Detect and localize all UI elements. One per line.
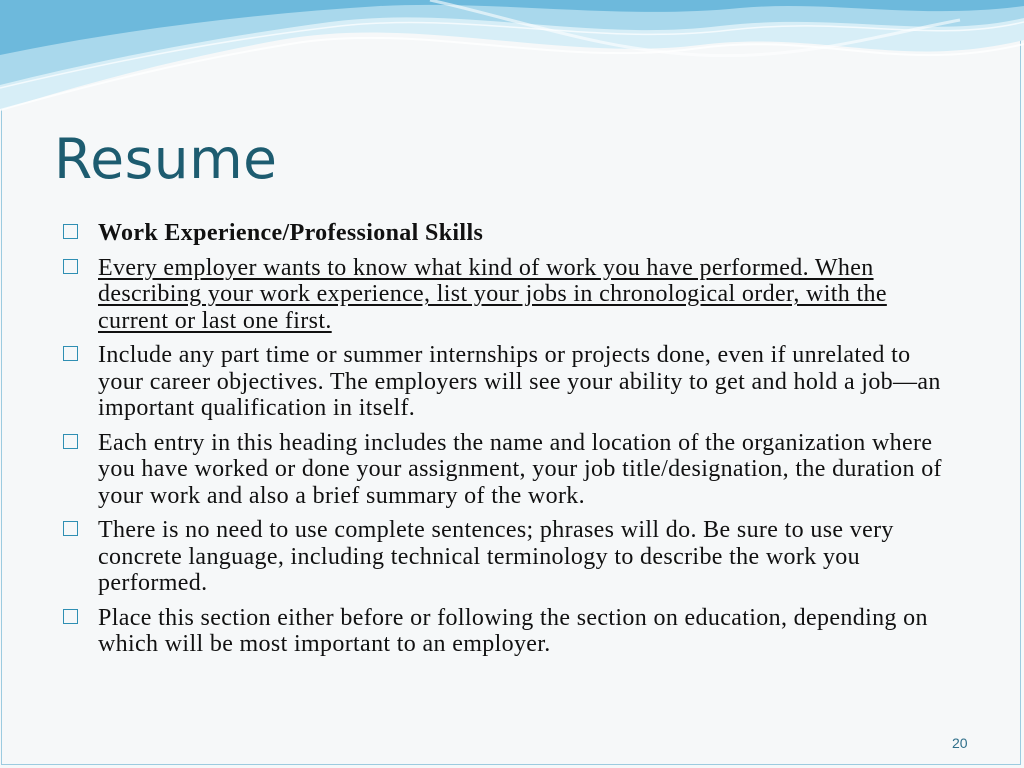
- bullet-item: [62, 255, 962, 335]
- bullet-text: Each entry in this heading includes the name and location of the organization where you have worked or done your assignment, your job title/designation, the duration of your work and also a brief summary of the work.: [98, 429, 942, 509]
- square-bullet-icon: [63, 346, 78, 361]
- page-number: 20: [952, 735, 968, 751]
- bullet-item: [62, 220, 962, 247]
- decorative-wave-header: [0, 0, 1024, 130]
- square-bullet-icon: [63, 434, 78, 449]
- bullet-text-heading: Work Experience/Professional Skills: [98, 220, 484, 246]
- bullet-item: [62, 430, 962, 510]
- square-bullet-icon: [63, 259, 78, 274]
- bullet-text: Place this section either before or following the section on education, depending on which will be most important to an employer.: [98, 604, 928, 657]
- bullet-item: [62, 342, 962, 422]
- bullet-text-underlined: Every employer wants to know what kind of work you have performed. When describing your work experience, list your jobs in chronological order, with the current or last one first.: [98, 254, 887, 334]
- bullet-text: There is no need to use complete sentences; phrases will do. Be sure to use very concrete language, including technical terminology to describe the work you performed.: [98, 517, 894, 596]
- bullet-item: [62, 605, 962, 658]
- bullet-list: [62, 220, 962, 666]
- square-bullet-icon: [63, 224, 78, 239]
- slide-title: Resume: [54, 127, 278, 191]
- bullet-item: [62, 517, 962, 597]
- bullet-text: Include any part time or summer internships or projects done, even if unrelated to your career objectives. The employers will see your ability to get and hold a job—an important qualification in itself.: [98, 342, 941, 421]
- square-bullet-icon: [63, 609, 78, 624]
- square-bullet-icon: [63, 521, 78, 536]
